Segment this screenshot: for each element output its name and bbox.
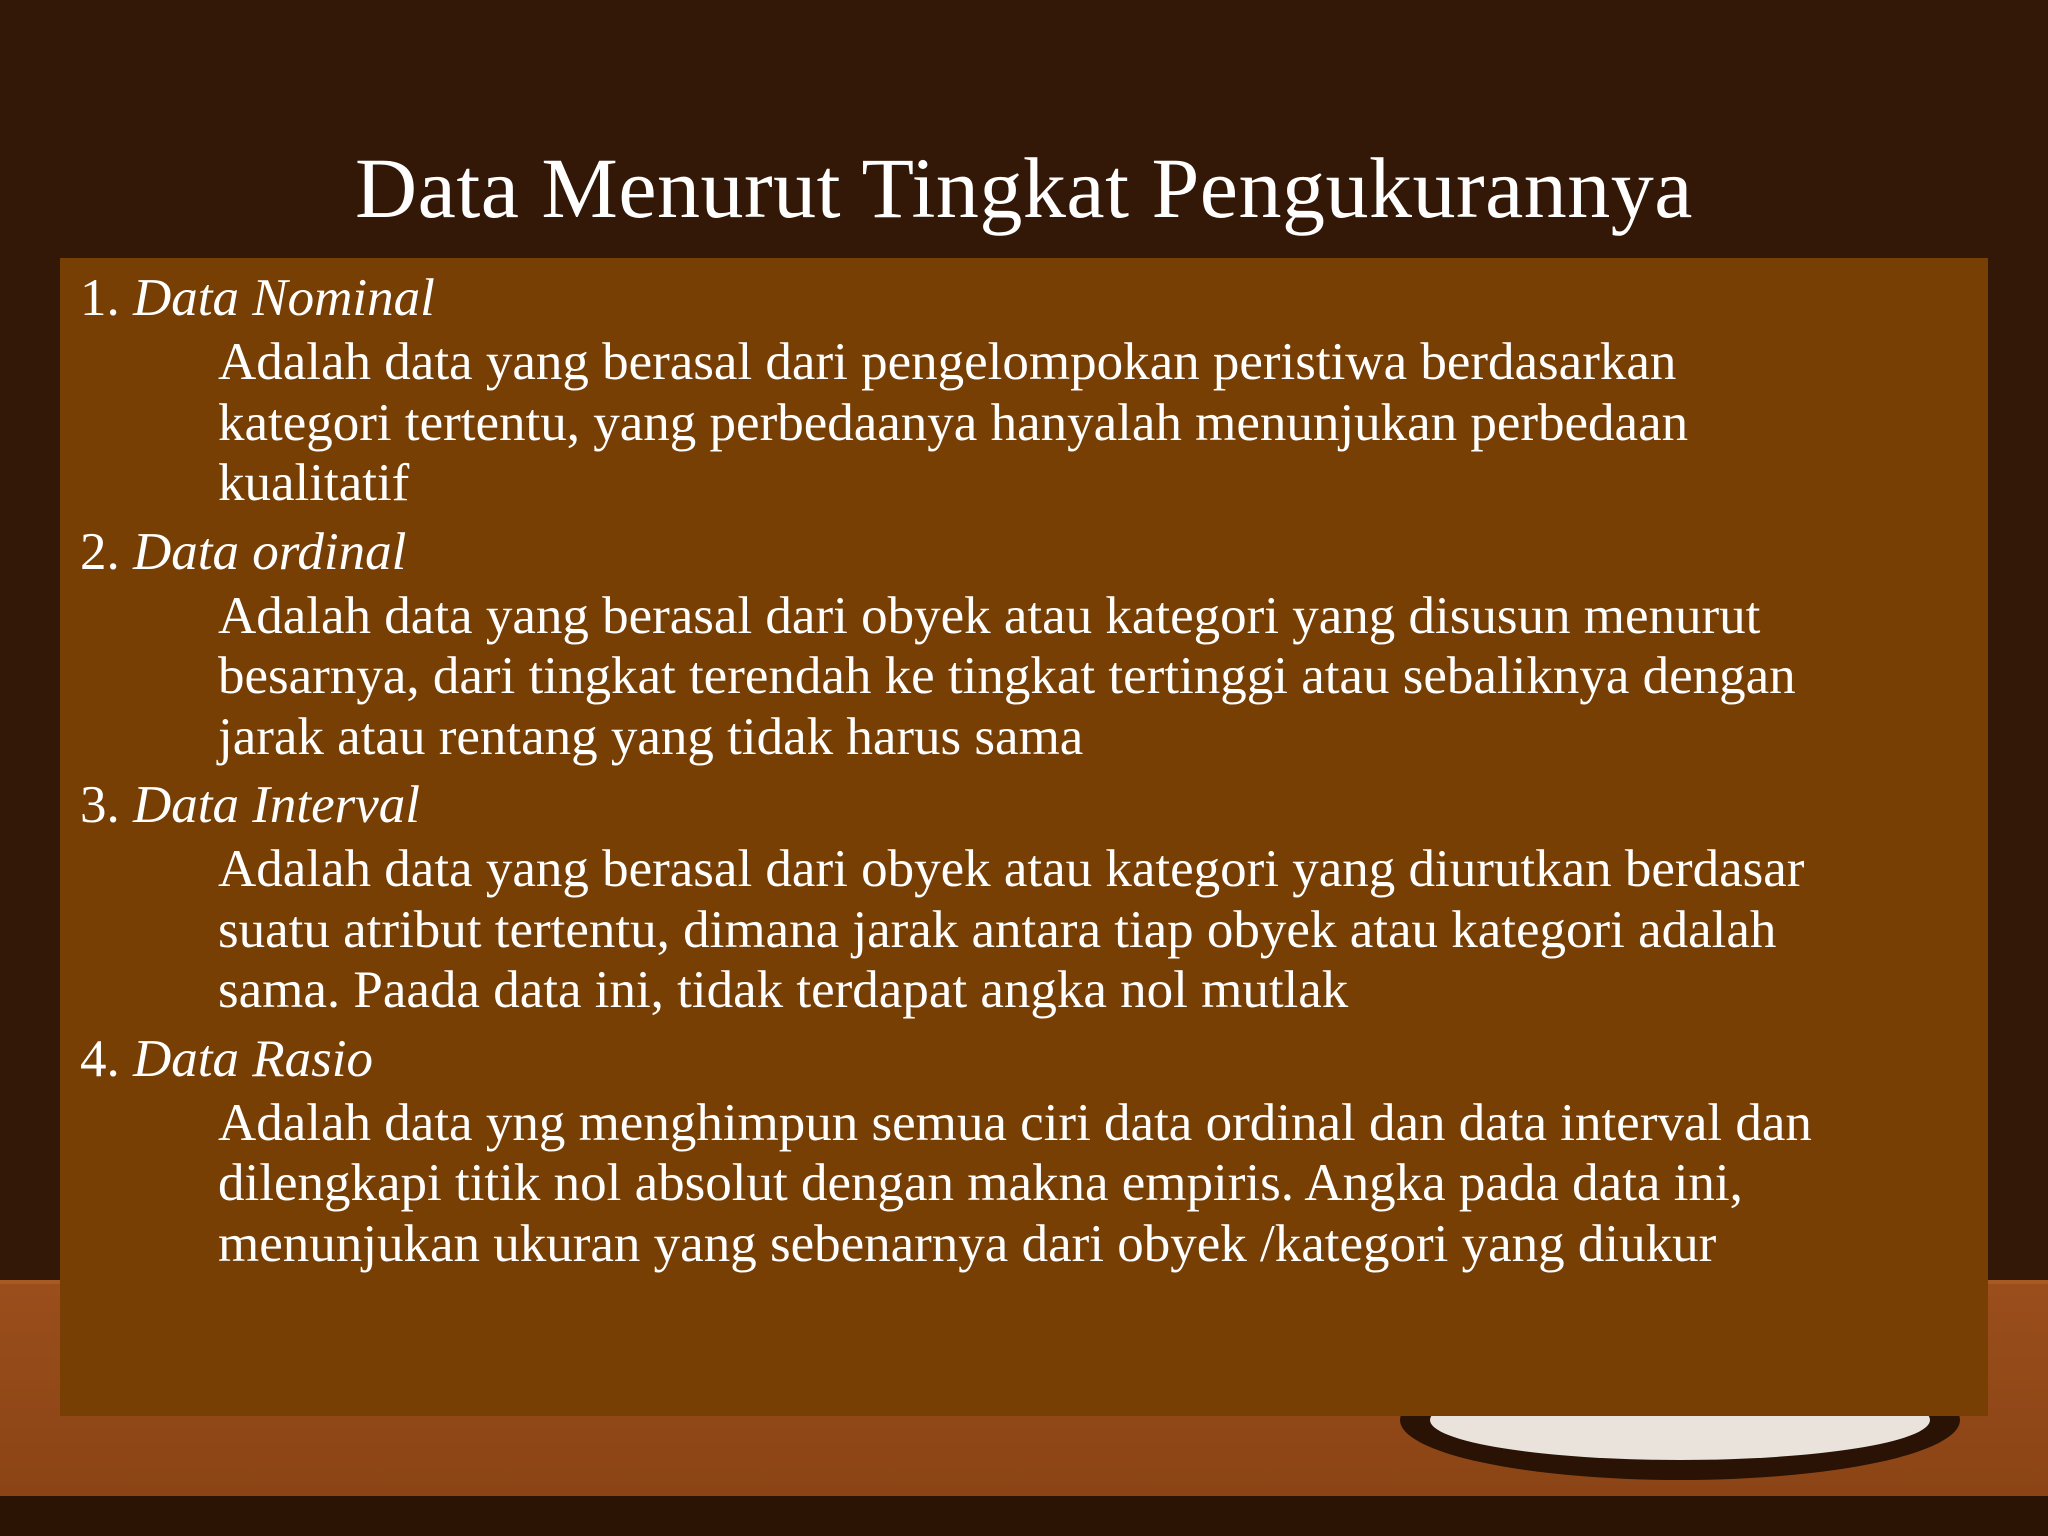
item-description xyxy=(218,586,1980,768)
description-line: Adalah data yang berasal dari obyek atau kategori yang disusun menurut xyxy=(218,586,1761,645)
item-number: 4. xyxy=(80,1029,133,1088)
description-line: Adalah data yang berasal dari obyek atau kategori yang diurutkan berdasar xyxy=(218,840,1805,898)
description-line: jarak atau rentang yang tidak harus sama xyxy=(218,707,1084,766)
description-line: kategori tertentu, yang perbedaanya hanyalah menunjukan perbedaan xyxy=(218,393,1689,452)
list-item-nominal xyxy=(80,264,1980,514)
content-list xyxy=(80,264,1980,1278)
description-line: suatu atribut tertentu, dimana jarak antara tiap obyek atau kategori adalah xyxy=(218,900,1777,959)
description-line: besarnya, dari tingkat terendah ke tingkat tertinggi atau sebaliknya dengan xyxy=(218,647,1796,705)
item-term: Data Nominal xyxy=(133,269,435,327)
slide-title: Data Menurut Tingkat Pengukurannya xyxy=(355,140,1693,236)
item-heading xyxy=(80,518,1980,586)
item-number: 1. xyxy=(80,269,133,327)
item-term: Data Rasio xyxy=(133,1029,373,1088)
description-line: Adalah data yng menghimpun semua ciri data ordinal dan data interval dan xyxy=(218,1093,1812,1152)
item-term: Data ordinal xyxy=(133,522,407,581)
list-item-ordinal xyxy=(80,518,1980,768)
description-line: sama. Paada data ini, tidak terdapat angka nol mutlak xyxy=(218,961,1349,1019)
background-bottom-band xyxy=(0,1496,2048,1536)
list-item-rasio xyxy=(80,1025,1980,1275)
description-line: menunjukan ukuran yang sebenarnya dari obyek /kategori yang diukur xyxy=(218,1214,1717,1273)
item-description xyxy=(218,839,1980,1021)
item-number: 3. xyxy=(80,776,133,834)
item-heading xyxy=(80,1025,1980,1093)
item-number: 2. xyxy=(80,522,133,581)
description-line: Adalah data yang berasal dari pengelompokan peristiwa berdasarkan xyxy=(218,333,1677,391)
item-description xyxy=(218,1093,1980,1275)
description-line: kualitatif xyxy=(218,454,410,512)
item-term: Data Interval xyxy=(133,776,421,834)
item-heading xyxy=(80,264,1980,332)
item-heading xyxy=(80,771,1980,839)
item-description xyxy=(218,332,1980,514)
list-item-interval xyxy=(80,771,1980,1021)
description-line: dilengkapi titik nol absolut dengan makna empiris. Angka pada data ini, xyxy=(218,1154,1743,1212)
